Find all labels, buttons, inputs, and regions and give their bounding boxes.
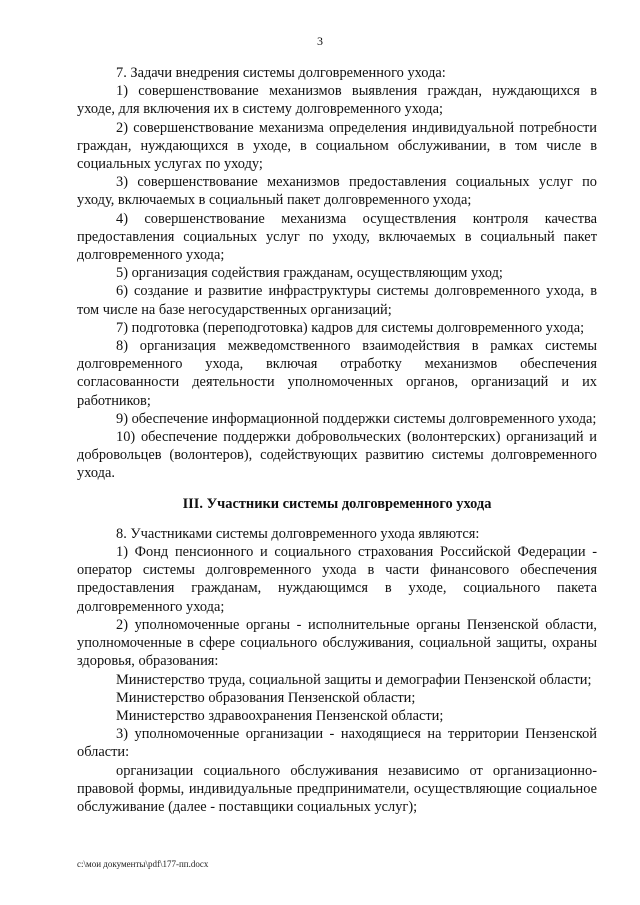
- paragraph: 4) совершенствование механизма осуществления контроля качества предоставления социальных услуг по уходу, включаемых в социальный пакет долговременного ухода;: [77, 210, 597, 264]
- paragraph: 8. Участниками системы долговременного ухода являются:: [116, 525, 480, 542]
- paragraph: 5) организация содействия гражданам, осуществляющим уход;: [116, 265, 503, 282]
- page-number: 3: [317, 34, 323, 48]
- section-heading: III. Участники системы долговременного ухода: [182, 495, 492, 512]
- paragraph: 7) подготовка (переподготовка) кадров для системы долговременного ухода;: [116, 319, 585, 336]
- paragraph: 1) совершенствование механизмов выявления граждан, нуждающихся в уходе, для включения их в систему долговременного ухода;: [77, 83, 597, 118]
- paragraph: Министерство труда, социальной защиты и демографии Пензенской области;: [116, 671, 592, 688]
- paragraph: 2) уполномоченные органы - исполнительные органы Пензенской области, уполномоченные в сфере социального обслуживания, социальной защиты, охраны здоровья, образования:: [77, 616, 597, 670]
- paragraph: 3) уполномоченные организации - находящиеся на территории Пензенской области:: [77, 726, 597, 761]
- paragraph: 1) Фонд пенсионного и социального страхования Российской Федерации - оператор системы долговременного ухода в части финансового обеспечения предоставления гражданам, нуждающимся в уходе, социального пакета долговременного ухода;: [77, 544, 597, 615]
- paragraph: 7. Задачи внедрения системы долговременного ухода:: [116, 65, 446, 81]
- paragraph: организации социального обслуживания независимо от организационно-правовой формы, индивидуальные предприниматели, осуществляющие социальное обслуживание (далее - поставщики социальных услуг);: [77, 762, 597, 815]
- paragraph: 8) организация межведомственного взаимодействия в рамках системы долговременного ухода, включая отработку механизмов обеспечения согласованности деятельности уполномоченных органов, организаций и их работников;: [77, 338, 597, 409]
- footer-file-path: c:\мои документы\pdf\177-пп.docx: [77, 859, 209, 869]
- document-body: [77, 64, 597, 816]
- paragraph: 10) обеспечение поддержки добровольческих (волонтерских) организаций и добровольцев (волонтеров), содействующих развитию системы долговременного ухода.: [77, 429, 597, 482]
- paragraph: Министерство здравоохранения Пензенской области;: [116, 707, 444, 724]
- paragraph: 2) совершенствование механизма определения индивидуальной потребности граждан, нуждающихся в уходе, в социальном обслуживании, в том числе в социальных услугах по уходу;: [77, 119, 597, 173]
- paragraph: 6) создание и развитие инфраструктуры системы долговременного ухода, в том числе на базе негосударственных организаций;: [77, 283, 597, 318]
- paragraph: 9) обеспечение информационной поддержки системы долговременного ухода;: [116, 410, 597, 427]
- paragraph: 3) совершенствование механизмов предоставления социальных услуг по уходу, включаемых в социальный пакет долговременного ухода;: [77, 174, 597, 209]
- paragraph: Министерство образования Пензенской области;: [116, 689, 416, 706]
